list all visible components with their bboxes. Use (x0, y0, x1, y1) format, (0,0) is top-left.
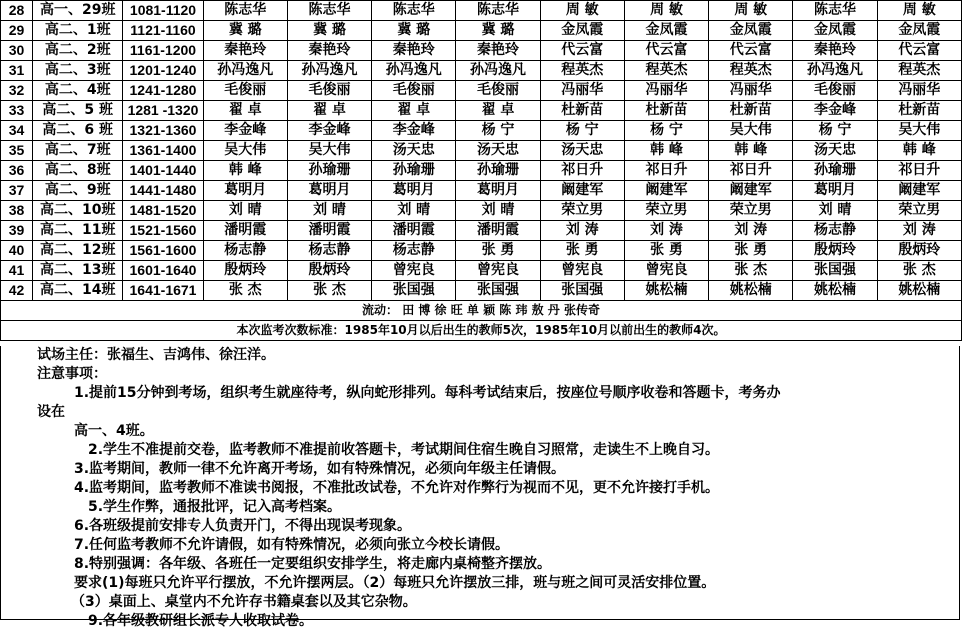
proctor-name-cell: 张 杰 (877, 261, 961, 281)
proctor-name-cell: 阚建军 (540, 181, 624, 201)
proctor-name-cell: 姚松楠 (709, 281, 793, 301)
seat-range-cell: 1481-1520 (123, 201, 203, 221)
class-name-cell: 高二、5 班 (33, 101, 123, 121)
proctor-name-cell: 程英杰 (709, 61, 793, 81)
proctor-table-body (1, 1, 962, 301)
seat-range-cell: 1241-1280 (123, 81, 203, 101)
table-row (1, 21, 962, 41)
proctor-name-cell: 张 勇 (456, 241, 540, 261)
proctor-name-cell: 韩 峰 (877, 141, 961, 161)
proctor-name-cell: 潘明霞 (203, 221, 287, 241)
proctor-name-cell: 姚松楠 (793, 281, 877, 301)
proctor-name-cell: 杜新苗 (709, 101, 793, 121)
proctor-name-cell: 姚松楠 (877, 281, 961, 301)
proctor-count-standard: 本次监考次数标准：1985年10月以后出生的教师5次，1985年10月以前出生的教师4次。 (1, 321, 962, 341)
note-item: 6.各班级提前安排专人负责开门，不得出现误考现象。 (74, 518, 412, 534)
proctor-name-cell: 周 敏 (709, 1, 793, 21)
table-row (1, 161, 962, 181)
proctor-name-cell: 李金峰 (287, 121, 371, 141)
proctor-name-cell: 杨 宁 (624, 121, 708, 141)
proctor-name-cell: 翟 卓 (372, 101, 456, 121)
proctor-name-cell: 杜新苗 (540, 101, 624, 121)
proctor-name-cell: 刘 晴 (793, 201, 877, 221)
room-number-cell: 39 (1, 221, 33, 241)
proctor-name-cell: 张 勇 (624, 241, 708, 261)
seat-range-cell: 1561-1600 (123, 241, 203, 261)
class-name-cell: 高二、13班 (33, 261, 123, 281)
proctor-name-cell: 张 杰 (287, 281, 371, 301)
proctor-name-cell: 孙瑜珊 (456, 161, 540, 181)
proctor-name-cell: 吴大伟 (287, 141, 371, 161)
proctor-name-cell: 张 勇 (540, 241, 624, 261)
proctor-name-cell: 杨志静 (793, 221, 877, 241)
room-number-cell: 29 (1, 21, 33, 41)
proctor-name-cell: 殷炳玲 (287, 261, 371, 281)
note-item: 要求(1)每班只允许平行摆放，不允许摆两层。（2）每班只允许摆放三排，班与班之间可灵活安排位置。 (74, 575, 716, 591)
proctor-name-cell: 毛俊丽 (203, 81, 287, 101)
proctor-name-cell: 阚建军 (624, 181, 708, 201)
room-number-cell: 32 (1, 81, 33, 101)
proctor-name-cell: 殷炳玲 (877, 241, 961, 261)
standard-row (1, 321, 962, 341)
class-name-cell: 高二、2班 (33, 41, 123, 61)
note-item-continued: （3）桌面上、桌堂内不允许存书籍桌套以及其它杂物。 (71, 594, 417, 610)
room-number-cell: 33 (1, 101, 33, 121)
seat-range-cell: 1161-1200 (123, 41, 203, 61)
room-number-cell: 31 (1, 61, 33, 81)
proctor-name-cell: 毛俊丽 (793, 81, 877, 101)
room-number-cell: 42 (1, 281, 33, 301)
proctor-name-cell: 李金峰 (793, 101, 877, 121)
table-row (1, 141, 962, 161)
proctor-name-cell: 金凤霞 (877, 21, 961, 41)
note-item-continued: 设在 (37, 404, 65, 420)
proctor-name-cell: 翟 卓 (287, 101, 371, 121)
proctor-name-cell: 刘 涛 (709, 221, 793, 241)
proctor-name-cell: 刘 晴 (456, 201, 540, 221)
class-name-cell: 高二、10班 (33, 201, 123, 221)
class-name-cell: 高二、12班 (33, 241, 123, 261)
proctor-name-cell: 冀 璐 (203, 21, 287, 41)
proctor-name-cell: 周 敏 (540, 1, 624, 21)
table-row (1, 121, 962, 141)
note-item: 1.提前15分钟到考场，组织考生就座待考，纵向蛇形排列。每科考试结束后，按座位号顺序收卷和答题卡，考务办 (74, 385, 781, 401)
proctor-name-cell: 殷炳玲 (203, 261, 287, 281)
room-number-cell: 30 (1, 41, 33, 61)
note-item: 5.学生作弊，通报批评，记入高考档案。 (88, 499, 342, 515)
proctor-name-cell: 殷炳玲 (793, 241, 877, 261)
proctor-name-cell: 祁日升 (709, 161, 793, 181)
proctor-name-cell: 孙瑜珊 (793, 161, 877, 181)
room-number-cell: 41 (1, 261, 33, 281)
proctor-name-cell: 孙冯逸凡 (287, 61, 371, 81)
proctor-name-cell: 陈志华 (287, 1, 371, 21)
note-item: 4.监考期间，监考教师不准读书阅报，不准批改试卷，不允许对作弊行为视而不见，更不允许接打手机。 (74, 480, 720, 496)
proctor-name-cell: 祁日升 (877, 161, 961, 181)
proctor-name-cell: 程英杰 (540, 61, 624, 81)
proctor-name-cell: 秦艳玲 (793, 41, 877, 61)
proctor-name-cell: 韩 峰 (709, 141, 793, 161)
proctor-name-cell: 陈志华 (793, 1, 877, 21)
table-row (1, 201, 962, 221)
proctor-name-cell: 程英杰 (624, 61, 708, 81)
note-item: 3.监考期间，教师一律不允许离开考场，如有特殊情况，必须向年级主任请假。 (74, 461, 566, 477)
proctor-name-cell: 杜新苗 (877, 101, 961, 121)
proctor-name-cell: 陈志华 (372, 1, 456, 21)
proctor-name-cell: 荣立男 (877, 201, 961, 221)
proctor-name-cell: 程英杰 (877, 61, 961, 81)
seat-range-cell: 1121-1160 (123, 21, 203, 41)
class-name-cell: 高一、29班 (33, 1, 123, 21)
proctor-name-cell: 秦艳玲 (456, 41, 540, 61)
proctor-name-cell: 秦艳玲 (203, 41, 287, 61)
table-row (1, 41, 962, 61)
table-row (1, 261, 962, 281)
proctor-name-cell: 吴大伟 (709, 121, 793, 141)
proctor-name-cell: 吴大伟 (203, 141, 287, 161)
proctor-name-cell: 阚建军 (709, 181, 793, 201)
proctor-name-cell: 陈志华 (456, 1, 540, 21)
proctor-name-cell: 冀 璐 (372, 21, 456, 41)
proctor-name-cell: 张国强 (372, 281, 456, 301)
notes-heading: 注意事项： (37, 366, 107, 382)
floating-proctors: 流动： 田 博 徐 旺 单 颖 陈 玮 敖 丹 张传奇 (1, 301, 962, 321)
proctor-name-cell: 曾宪良 (372, 261, 456, 281)
floating-row (1, 301, 962, 321)
proctor-name-cell: 杨 宁 (456, 121, 540, 141)
seat-range-cell: 1081-1120 (123, 1, 203, 21)
proctor-name-cell: 张 杰 (203, 281, 287, 301)
note-item: 9.各年级教研组长派专人收取试卷。 (88, 613, 314, 629)
table-row (1, 81, 962, 101)
seat-range-cell: 1401-1440 (123, 161, 203, 181)
proctor-name-cell: 冯丽华 (624, 81, 708, 101)
note-item-continued: 高一、4班。 (74, 423, 154, 439)
proctor-name-cell: 翟 卓 (456, 101, 540, 121)
proctor-name-cell: 冯丽华 (540, 81, 624, 101)
class-name-cell: 高二、11班 (33, 221, 123, 241)
class-name-cell: 高二、3班 (33, 61, 123, 81)
room-number-cell: 34 (1, 121, 33, 141)
proctor-name-cell: 金凤霞 (709, 21, 793, 41)
proctor-name-cell: 杨志静 (203, 241, 287, 261)
table-row (1, 181, 962, 201)
proctor-name-cell: 杨志静 (287, 241, 371, 261)
proctor-name-cell: 吴大伟 (877, 121, 961, 141)
room-number-cell: 37 (1, 181, 33, 201)
proctor-name-cell: 孙冯逸凡 (372, 61, 456, 81)
note-item: 2.学生不准提前交卷，监考教师不准提前收答题卡，考试期间住宿生晚自习照常，走读生不上晚自习。 (88, 442, 720, 458)
proctor-name-cell: 杨 宁 (540, 121, 624, 141)
proctor-name-cell: 冀 璐 (456, 21, 540, 41)
note-item: 7.任何监考教师不允许请假，如有特殊情况，必须向张立今校长请假。 (74, 537, 510, 553)
seat-range-cell: 1601-1640 (123, 261, 203, 281)
proctor-name-cell: 毛俊丽 (456, 81, 540, 101)
proctor-name-cell: 秦艳玲 (287, 41, 371, 61)
proctor-name-cell: 汤天忠 (793, 141, 877, 161)
proctor-name-cell: 汤天忠 (456, 141, 540, 161)
class-name-cell: 高二、9班 (33, 181, 123, 201)
proctor-name-cell: 陈志华 (203, 1, 287, 21)
proctor-name-cell: 刘 晴 (287, 201, 371, 221)
class-name-cell: 高二、1班 (33, 21, 123, 41)
proctor-name-cell: 翟 卓 (203, 101, 287, 121)
proctor-name-cell: 金凤霞 (540, 21, 624, 41)
proctor-name-cell: 潘明霞 (287, 221, 371, 241)
proctor-name-cell: 代云富 (709, 41, 793, 61)
seat-range-cell: 1361-1400 (123, 141, 203, 161)
table-row (1, 101, 962, 121)
seat-range-cell: 1321-1360 (123, 121, 203, 141)
exam-directors: 试场主任：张福生、吉鸿伟、徐汪洋。 (37, 347, 275, 363)
proctor-name-cell: 秦艳玲 (372, 41, 456, 61)
proctor-name-cell: 葛明月 (203, 181, 287, 201)
proctor-name-cell: 刘 晴 (203, 201, 287, 221)
class-name-cell: 高二、4班 (33, 81, 123, 101)
proctor-name-cell: 张国强 (456, 281, 540, 301)
proctor-name-cell: 周 敏 (624, 1, 708, 21)
proctor-name-cell: 曾宪良 (540, 261, 624, 281)
class-name-cell: 高二、8班 (33, 161, 123, 181)
table-row (1, 61, 962, 81)
proctor-name-cell: 祁日升 (540, 161, 624, 181)
proctor-name-cell: 周 敏 (877, 1, 961, 21)
seat-range-cell: 1281 -1320 (123, 101, 203, 121)
table-row (1, 1, 962, 21)
seat-range-cell: 1441-1480 (123, 181, 203, 201)
proctor-name-cell: 冀 璐 (287, 21, 371, 41)
proctor-name-cell: 荣立男 (624, 201, 708, 221)
proctor-name-cell: 李金峰 (203, 121, 287, 141)
proctor-name-cell: 孙冯逸凡 (456, 61, 540, 81)
proctor-name-cell: 代云富 (624, 41, 708, 61)
proctor-name-cell: 刘 涛 (540, 221, 624, 241)
proctor-name-cell: 金凤霞 (624, 21, 708, 41)
proctor-name-cell: 潘明霞 (456, 221, 540, 241)
proctor-name-cell: 杜新苗 (624, 101, 708, 121)
proctor-name-cell: 代云富 (877, 41, 961, 61)
proctor-name-cell: 祁日升 (624, 161, 708, 181)
proctor-name-cell: 张 杰 (709, 261, 793, 281)
proctor-name-cell: 张国强 (793, 261, 877, 281)
seat-range-cell: 1521-1560 (123, 221, 203, 241)
proctor-name-cell: 潘明霞 (372, 221, 456, 241)
proctor-name-cell: 刘 涛 (877, 221, 961, 241)
proctor-name-cell: 汤天忠 (372, 141, 456, 161)
room-number-cell: 40 (1, 241, 33, 261)
proctor-name-cell: 孙冯逸凡 (793, 61, 877, 81)
note-item: 8.特别强调：各年级、各班任一定要组织安排学生，将走廊内桌椅整齐摆放。 (74, 556, 552, 572)
proctor-name-cell: 孙瑜珊 (287, 161, 371, 181)
proctor-name-cell: 汤天忠 (540, 141, 624, 161)
room-number-cell: 36 (1, 161, 33, 181)
table-row (1, 221, 962, 241)
proctor-name-cell: 金凤霞 (793, 21, 877, 41)
room-number-cell: 38 (1, 201, 33, 221)
proctor-name-cell: 代云富 (540, 41, 624, 61)
proctor-name-cell: 阚建军 (877, 181, 961, 201)
proctor-name-cell: 曾宪良 (624, 261, 708, 281)
proctor-name-cell: 韩 峰 (624, 141, 708, 161)
seat-range-cell: 1641-1671 (123, 281, 203, 301)
proctor-name-cell: 孙瑜珊 (372, 161, 456, 181)
notes-section (0, 346, 960, 629)
proctor-name-cell: 杨志静 (372, 241, 456, 261)
class-name-cell: 高二、7班 (33, 141, 123, 161)
proctor-name-cell: 毛俊丽 (372, 81, 456, 101)
proctor-name-cell: 曾宪良 (456, 261, 540, 281)
proctor-name-cell: 刘 晴 (372, 201, 456, 221)
proctor-name-cell: 韩 峰 (203, 161, 287, 181)
proctor-name-cell: 李金峰 (372, 121, 456, 141)
class-name-cell: 高二、6 班 (33, 121, 123, 141)
proctor-name-cell: 冯丽华 (877, 81, 961, 101)
proctor-name-cell: 杨 宁 (793, 121, 877, 141)
proctor-name-cell: 葛明月 (287, 181, 371, 201)
class-name-cell: 高二、14班 (33, 281, 123, 301)
seat-range-cell: 1201-1240 (123, 61, 203, 81)
table-row (1, 241, 962, 261)
proctor-name-cell: 荣立男 (540, 201, 624, 221)
room-number-cell: 28 (1, 1, 33, 21)
proctor-name-cell: 冯丽华 (709, 81, 793, 101)
proctor-name-cell: 葛明月 (793, 181, 877, 201)
room-number-cell: 35 (1, 141, 33, 161)
proctor-name-cell: 葛明月 (456, 181, 540, 201)
proctor-name-cell: 张国强 (540, 281, 624, 301)
proctor-name-cell: 荣立男 (709, 201, 793, 221)
proctor-name-cell: 葛明月 (372, 181, 456, 201)
proctor-name-cell: 刘 涛 (624, 221, 708, 241)
proctor-name-cell: 姚松楠 (624, 281, 708, 301)
proctor-name-cell: 张 勇 (709, 241, 793, 261)
table-row (1, 281, 962, 301)
proctor-name-cell: 毛俊丽 (287, 81, 371, 101)
proctor-name-cell: 孙冯逸凡 (203, 61, 287, 81)
